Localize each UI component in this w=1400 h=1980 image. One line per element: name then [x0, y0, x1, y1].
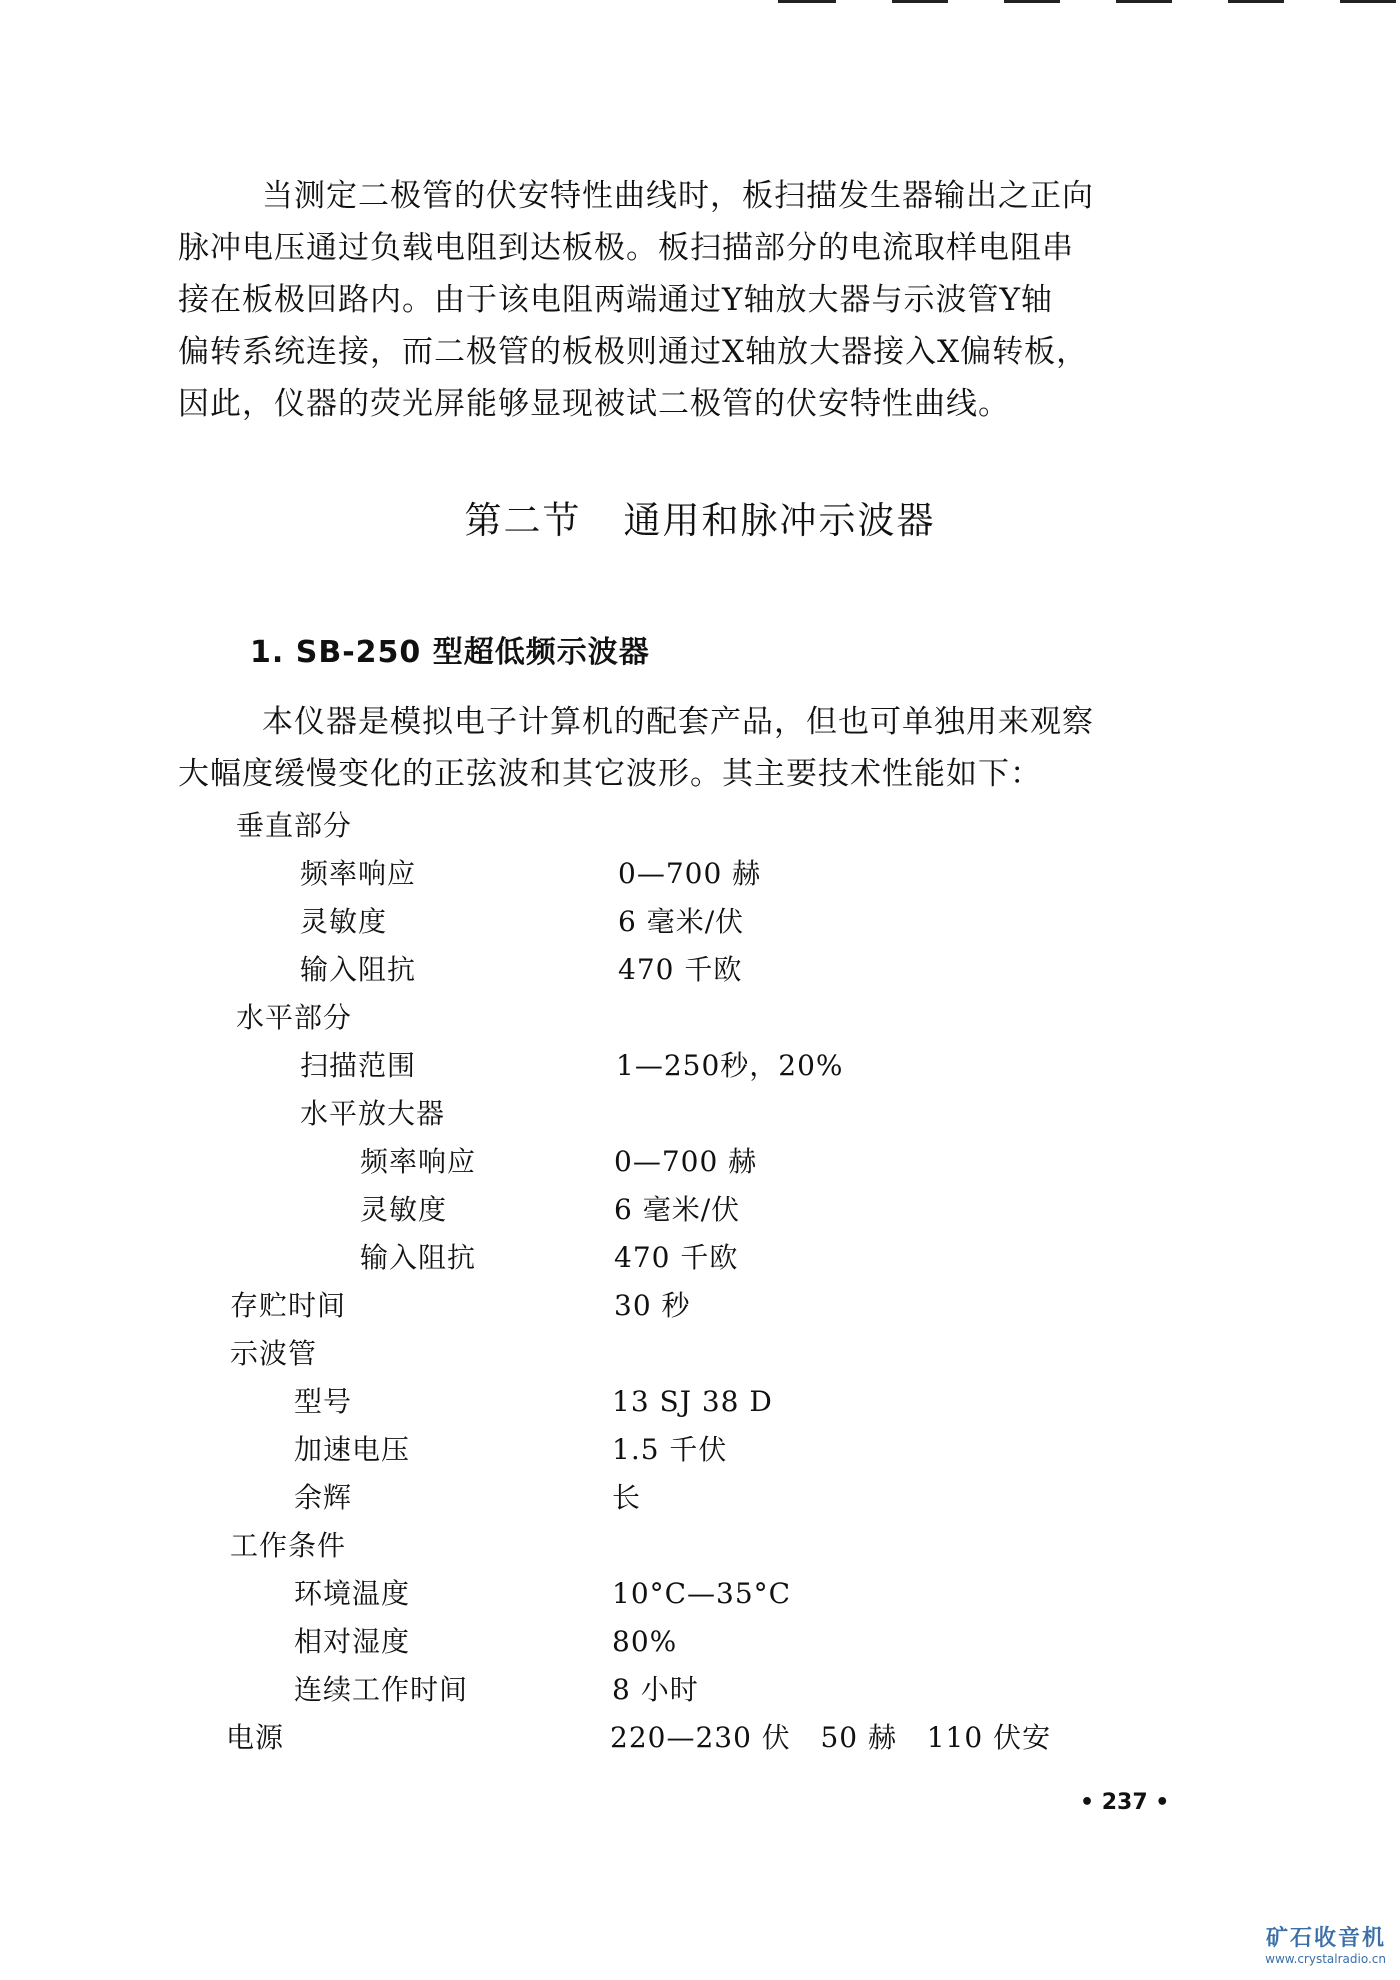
description-paragraph [178, 696, 1230, 800]
spec-value: 13 SJ 38 D [612, 1385, 773, 1418]
spec-value: 6 毫米/伏 [618, 905, 745, 938]
spec-value: 10°C—35°C [612, 1577, 792, 1610]
spec-row-continuous-time [0, 1666, 1400, 1714]
spec-label: 余辉 [294, 1481, 353, 1514]
spec-label: 存贮时间 [230, 1289, 347, 1322]
spec-label: 环境温度 [294, 1577, 411, 1610]
spec-label: 加速电压 [294, 1433, 411, 1466]
intro-paragraph [178, 170, 1230, 430]
watermark [1265, 1921, 1386, 1966]
spec-label: 示波管 [230, 1337, 318, 1370]
subheading: 1. SB-250 型超低频示波器 [250, 635, 650, 670]
spec-row-model [0, 1378, 1400, 1426]
spec-label: 水平部分 [236, 1001, 353, 1034]
intro-line-1: 当测定二极管的伏安特性曲线时，板扫描发生器输出之正向 [262, 178, 1094, 214]
watermark-text: 矿石收音机 [1265, 1926, 1386, 1951]
spec-row-horizontal [0, 994, 1400, 1042]
intro-line-5: 因此，仪器的荧光屏能够显现被试二极管的伏安特性曲线。 [178, 386, 1010, 422]
spec-row-horizontal-frequency [0, 1138, 1400, 1186]
spec-row-vertical [0, 802, 1400, 850]
spec-value: 长 [612, 1481, 642, 1514]
spec-value: 0—700 赫 [618, 857, 762, 890]
spec-row-sweep-range [0, 1042, 1400, 1090]
spec-label: 输入阻抗 [300, 953, 417, 986]
spec-label: 相对湿度 [294, 1625, 411, 1658]
spec-row-storage-time [0, 1282, 1400, 1330]
spec-value: 6 毫米/伏 [614, 1193, 741, 1226]
section-number: 第二节 [464, 499, 582, 542]
spec-value: 1—250秒，20% [616, 1049, 844, 1082]
spec-row-working-conditions [0, 1522, 1400, 1570]
top-rule-3 [1004, 0, 1060, 3]
spec-value: 30 秒 [614, 1289, 691, 1322]
spec-label: 频率响应 [360, 1145, 477, 1178]
spec-value: 80% [612, 1625, 678, 1658]
spec-row-vertical-impedance [0, 946, 1400, 994]
intro-line-2: 脉冲电压通过负载电阻到达板极。板扫描部分的电流取样电阻串 [178, 230, 1074, 266]
section-title-text: 通用和脉冲示波器 [623, 499, 936, 542]
spec-row-horizontal-impedance [0, 1234, 1400, 1282]
spec-label: 扫描范围 [300, 1049, 417, 1082]
top-rule-4 [1116, 0, 1172, 3]
intro-line-4: 偏转系统连接，而二极管的板极则通过X轴放大器接入X偏转板， [178, 334, 1089, 370]
spec-label: 输入阻抗 [360, 1241, 477, 1274]
spec-row-horizontal-sensitivity [0, 1186, 1400, 1234]
spec-row-vertical-sensitivity [0, 898, 1400, 946]
description-line-2: 大幅度缓慢变化的正弦波和其它波形。其主要技术性能如下： [178, 756, 1042, 792]
spec-label: 频率响应 [300, 857, 417, 890]
top-rule-5 [1228, 0, 1284, 3]
spec-label: 灵敏度 [360, 1193, 448, 1226]
spec-row-horizontal-amplifier [0, 1090, 1400, 1138]
spec-label: 水平放大器 [300, 1097, 446, 1130]
spec-value: 0—700 赫 [614, 1145, 758, 1178]
spec-value: 1.5 千伏 [612, 1433, 728, 1466]
spec-row-vertical-frequency [0, 850, 1400, 898]
spec-label: 工作条件 [230, 1529, 347, 1562]
watermark-url: www.crystalradio.cn [1265, 1952, 1386, 1966]
spec-label: 灵敏度 [300, 905, 388, 938]
spec-value: 470 千欧 [618, 953, 743, 986]
spec-label: 型号 [294, 1385, 353, 1418]
section-title [0, 490, 1400, 544]
spec-value: 470 千欧 [614, 1241, 739, 1274]
top-rule-1 [778, 0, 836, 3]
spec-row-crt [0, 1330, 1400, 1378]
description-line-1: 本仪器是模拟电子计算机的配套产品，但也可单独用来观察 [262, 704, 1094, 740]
spec-value: 8 小时 [612, 1673, 699, 1706]
spec-label: 电源 [226, 1721, 285, 1754]
page-number: • 237 • [1080, 1790, 1170, 1815]
spec-row-power [0, 1714, 1400, 1762]
spec-label: 连续工作时间 [294, 1673, 469, 1706]
spec-row-accel-voltage [0, 1426, 1400, 1474]
spec-row-ambient-temperature [0, 1570, 1400, 1618]
spec-label: 垂直部分 [236, 809, 353, 842]
top-rule-2 [892, 0, 948, 3]
intro-line-3: 接在板极回路内。由于该电阻两端通过Y轴放大器与示波管Y轴 [178, 282, 1053, 318]
spec-value: 220—230 伏 50 赫 110 伏安 [610, 1721, 1052, 1754]
top-rule-6 [1340, 0, 1396, 3]
spec-row-afterglow [0, 1474, 1400, 1522]
spec-row-relative-humidity [0, 1618, 1400, 1666]
